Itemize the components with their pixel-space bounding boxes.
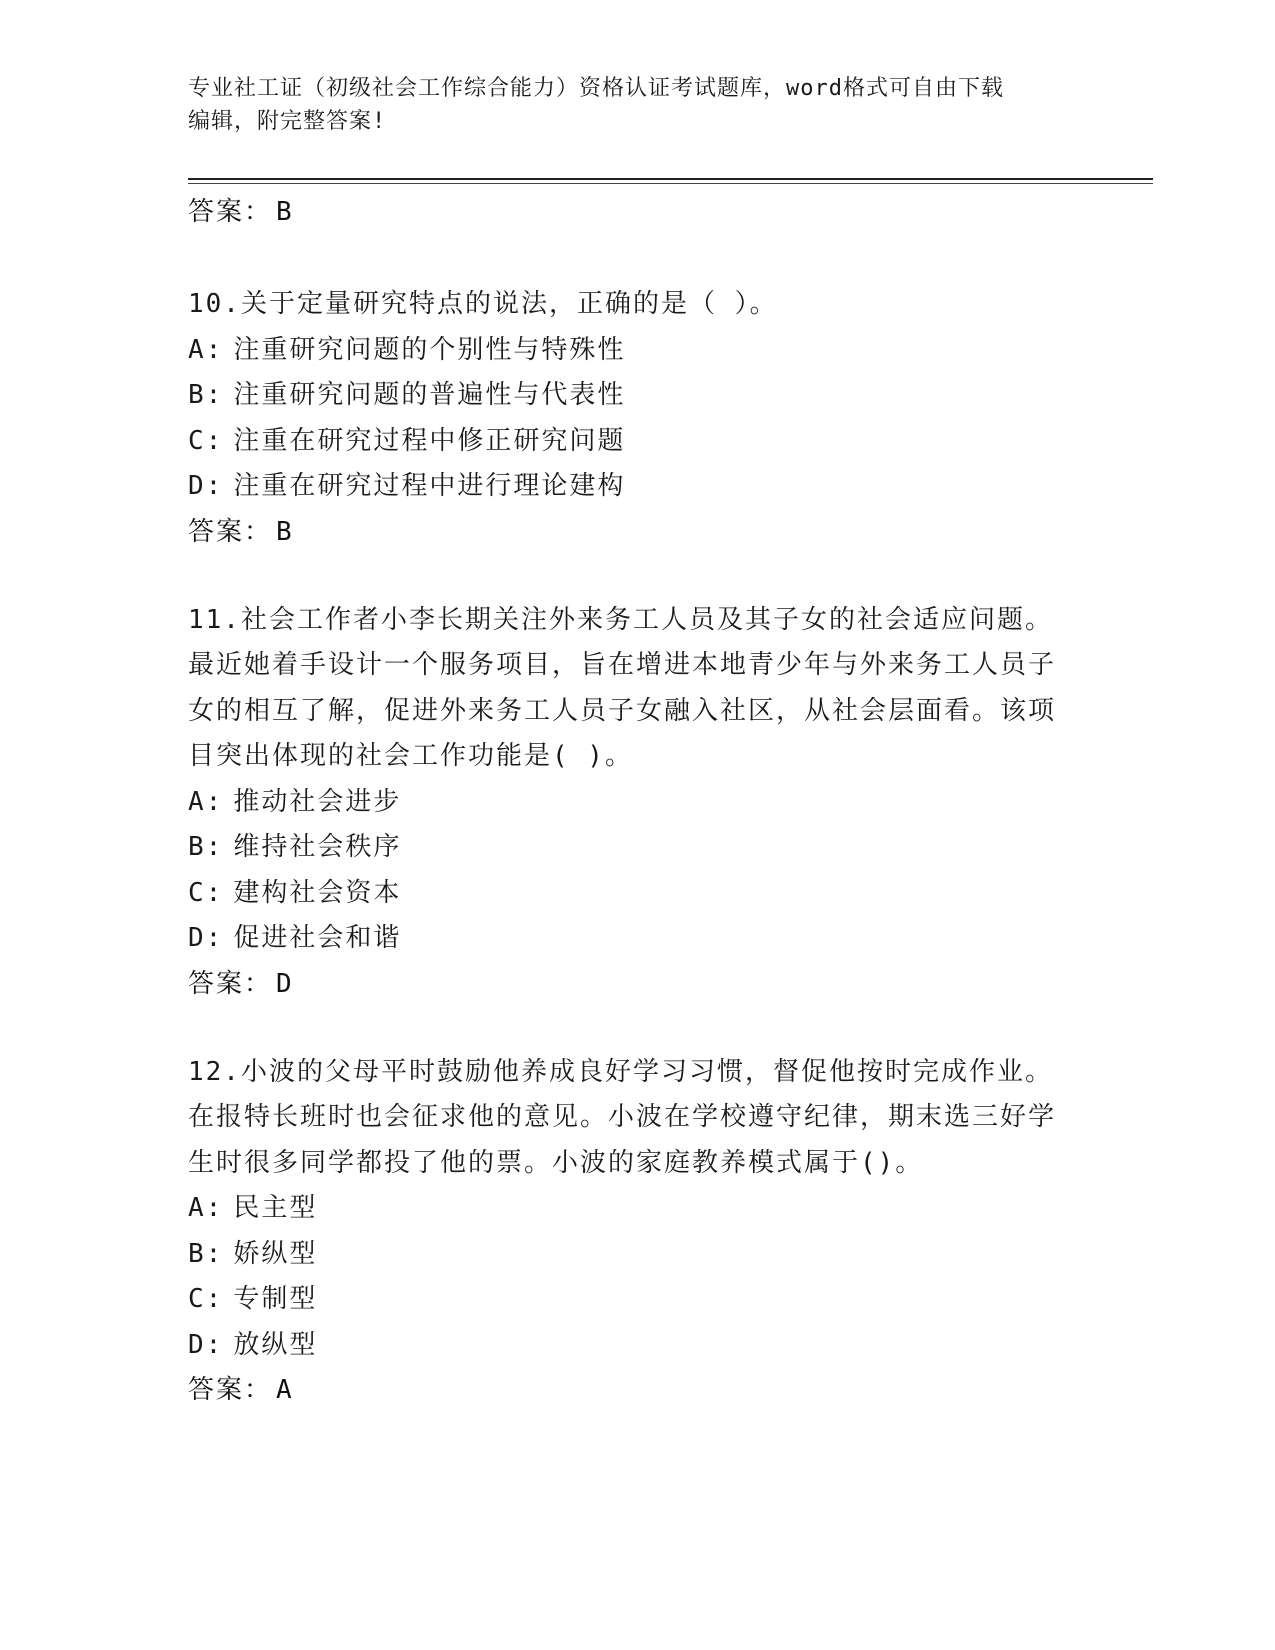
option-text: 促进社会和谐 [233, 923, 402, 953]
option-letter: D: [188, 923, 224, 953]
header-line-2: 编辑，附完整答案! [188, 109, 387, 134]
option-letter: D: [188, 471, 224, 501]
option-letter: B: [188, 1238, 224, 1269]
option-text: 维持社会秩序 [233, 832, 402, 862]
option-text: 放纵型 [233, 1329, 318, 1360]
option-c [188, 419, 1068, 465]
question-answer [188, 510, 1068, 554]
question-stem: 12.小波的父母平时鼓励他养成良好学习习惯，督促他按时完成作业。在报特长班时也会征求他的意见。小波在学校遵守纪律，期末选三好学生时很多同学都投了他的票。小波的家庭教养模式属于()。 [188, 1056, 1057, 1178]
option-text: 推动社会进步 [233, 786, 402, 817]
option-text: 建构社会资本 [233, 877, 402, 908]
option-a [188, 780, 1068, 826]
option-a [188, 1186, 1068, 1232]
option-d [188, 1323, 1068, 1369]
option-letter: C: [188, 877, 224, 908]
option-letter: A: [188, 1193, 224, 1223]
question-10 [188, 282, 1068, 554]
option-text: 注重在研究过程中修正研究问题 [233, 425, 626, 456]
answer-value: A [276, 1375, 292, 1405]
answer-label: 答案： [188, 197, 273, 227]
option-text: 注重研究问题的普遍性与代表性 [233, 380, 626, 410]
question-stem: 11.社会工作者小李长期关注外来务工人员及其子女的社会适应问题。最近她着手设计一个服务项目，旨在增进本地青少年与外来务工人员子女的相互了解，促进外来务工人员子女融入社区，从社会层面看。该项目突出体现的社会工作功能是( )。 [188, 604, 1057, 771]
question-answer [188, 962, 1068, 1006]
option-text: 民主型 [233, 1193, 318, 1223]
option-letter: D: [188, 1329, 224, 1360]
header-rule-thin [188, 183, 1153, 184]
option-a [188, 328, 1068, 374]
option-d [188, 464, 1068, 510]
option-d [188, 916, 1068, 962]
answer-label: 答案： [188, 968, 273, 999]
option-letter: C: [188, 1284, 224, 1314]
questions-list [188, 282, 1068, 1456]
question-stem: 10.关于定量研究特点的说法，正确的是（ ）。 [188, 289, 778, 319]
option-text: 注重在研究过程中进行理论建构 [233, 471, 626, 501]
answer-value: B [276, 197, 292, 227]
previous-question-answer [188, 190, 292, 234]
option-b [188, 1232, 1068, 1278]
option-text: 娇纵型 [233, 1238, 318, 1269]
question-answer [188, 1368, 1068, 1412]
option-b [188, 373, 1068, 419]
option-text: 注重研究问题的个别性与特殊性 [233, 334, 626, 365]
document-header [188, 72, 1088, 138]
option-letter: B: [188, 832, 224, 862]
answer-value: D [276, 968, 292, 999]
option-letter: C: [188, 425, 224, 456]
option-c [188, 871, 1068, 917]
option-text: 专制型 [233, 1284, 318, 1314]
option-b [188, 825, 1068, 871]
question-12 [188, 1050, 1068, 1413]
answer-label: 答案： [188, 1375, 273, 1405]
question-11 [188, 598, 1068, 1006]
answer-value: B [276, 516, 292, 547]
header-rule-thick [188, 178, 1153, 180]
answer-label: 答案： [188, 516, 273, 547]
option-letter: B: [188, 380, 224, 410]
option-letter: A: [188, 786, 224, 817]
option-c [188, 1277, 1068, 1323]
header-line-1: 专业社工证（初级社会工作综合能力）资格认证考试题库，word格式可自由下载 [188, 76, 1004, 101]
option-letter: A: [188, 334, 224, 365]
